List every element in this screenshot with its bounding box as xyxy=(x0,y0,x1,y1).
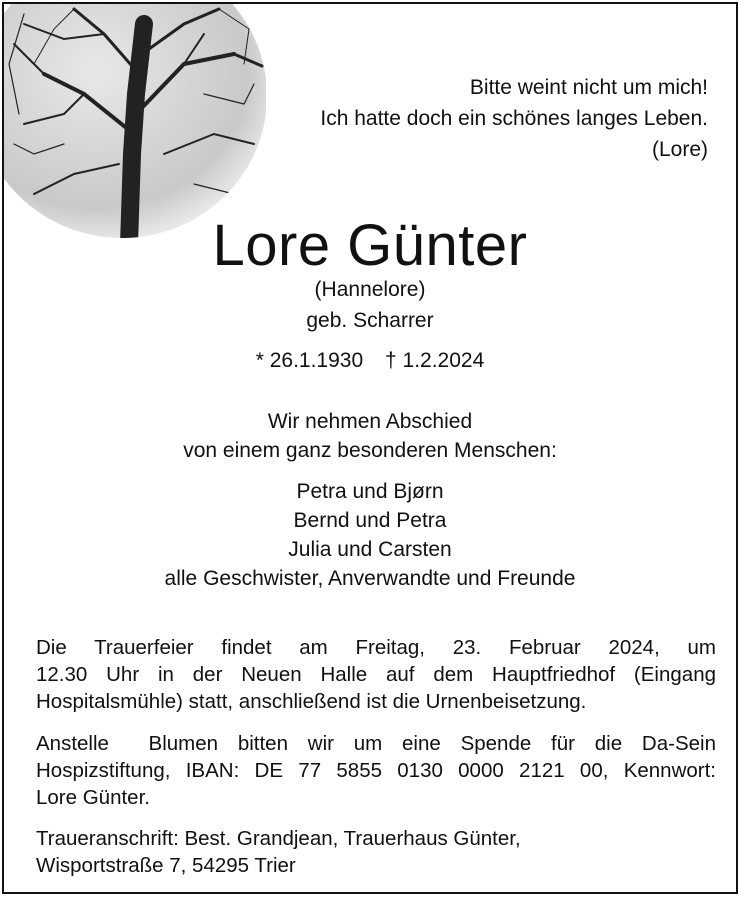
quote-line: Bitte weint nicht um mich! xyxy=(469,76,708,99)
nickname: (Hannelore) xyxy=(314,278,426,301)
address-paragraph xyxy=(36,825,716,879)
quote-author: (Lore) xyxy=(651,138,708,161)
mourner-item: alle Geschwister, Anverwandte und Freunde xyxy=(164,567,576,590)
ceremony-line: Hospitalsmühle) statt, anschließend ist die Urnenbeisetzung. xyxy=(36,690,587,713)
mourner-item: Julia und Carsten xyxy=(288,538,452,561)
death-date: † 1.2.2024 xyxy=(385,349,485,372)
donation-line: Hospizstiftung, IBAN: DE 77 5855 0130 0000 2121 00, Kennwort: xyxy=(36,759,716,782)
obituary-frame xyxy=(2,2,738,894)
quote-block xyxy=(320,72,708,165)
donation-line: Lore Günter. xyxy=(36,786,150,809)
deceased-name: Lore Günter xyxy=(212,213,528,278)
mourner-item: Petra und Bjørn xyxy=(296,480,444,503)
birth-name: geb. Scharrer xyxy=(306,309,434,332)
life-dates xyxy=(4,346,736,375)
farewell-text xyxy=(4,407,736,465)
farewell-line: von einem ganz besonderen Menschen: xyxy=(183,439,557,462)
tree-canopy-image xyxy=(4,4,266,240)
address-line: Traueranschrift: Best. Grandjean, Trauerhaus Günter, xyxy=(36,827,521,850)
donation-line: Anstelle Blumen bitten wir um eine Spende für die Da-Sein xyxy=(36,732,716,755)
mourners-list xyxy=(4,477,736,593)
donation-paragraph xyxy=(36,730,716,811)
ceremony-paragraph xyxy=(36,634,716,715)
address-line: Wisportstraße 7, 54295 Trier xyxy=(36,854,296,877)
birth-date: * 26.1.1930 xyxy=(255,349,364,372)
ceremony-line: Die Trauerfeier findet am Freitag, 23. Februar 2024, um xyxy=(36,636,716,659)
mourner-item: Bernd und Petra xyxy=(293,509,447,532)
quote-line: Ich hatte doch ein schönes langes Leben. xyxy=(320,107,708,130)
farewell-line: Wir nehmen Abschied xyxy=(267,410,473,433)
ceremony-line: 12.30 Uhr in der Neuen Halle auf dem Hauptfriedhof (Eingang xyxy=(36,663,716,686)
